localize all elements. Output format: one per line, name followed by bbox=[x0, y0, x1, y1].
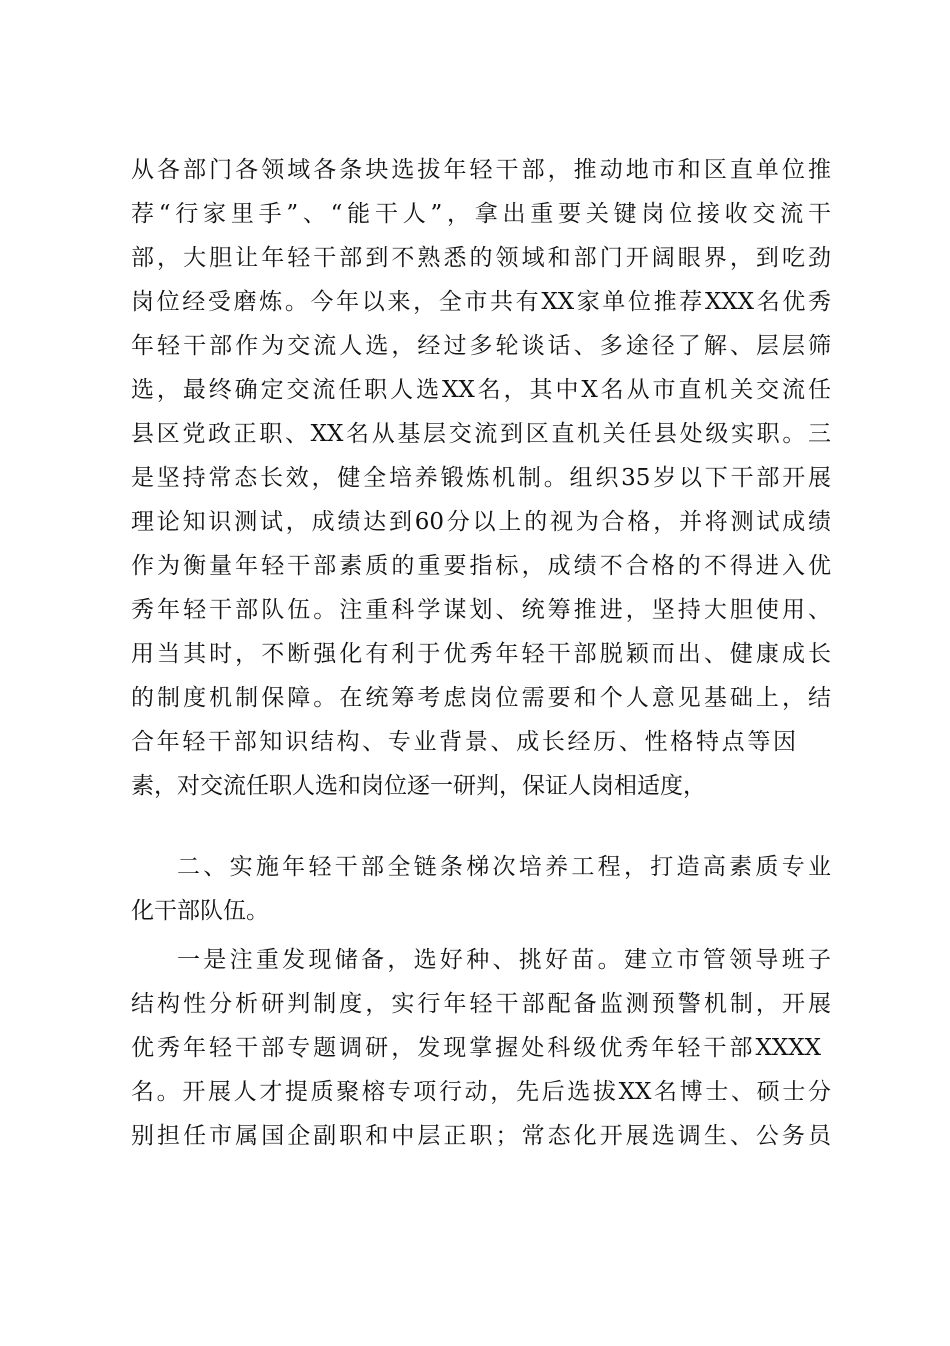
text-line: 年轻干部作为交流人选，经过多轮谈话、多途径了解、层层筛 bbox=[131, 333, 831, 359]
text-line: 理论知识测试，成绩达到60分以上的视为合格，并将测试成绩 bbox=[131, 509, 831, 535]
text-line: 是坚持常态长效，健全培养锻炼机制。组织35岁以下干部开展 bbox=[131, 465, 831, 491]
text-line: 素，对交流任职人选和岗位逐一研判，保证人岗相适度， bbox=[131, 773, 706, 799]
text-line: 作为衡量年轻干部素质的重要指标，成绩不合格的不得进入优 bbox=[131, 553, 831, 579]
section-heading-line: 化干部队伍。 bbox=[131, 898, 269, 924]
text-line: 部，大胆让年轻干部到不熟悉的领域和部门开阔眼界，到吃劲 bbox=[131, 245, 831, 271]
text-line: 秀年轻干部队伍。注重科学谋划、统筹推进，坚持大胆使用、 bbox=[131, 597, 831, 623]
text-line: 名。开展人才提质聚榕专项行动，先后选拔XX名博士、硕士分 bbox=[131, 1079, 831, 1105]
text-line: 合年轻干部知识结构、专业背景、成长经历、性格特点等因 bbox=[131, 729, 796, 755]
text-line: 县区党政正职、XX名从基层交流到区直机关任县处级实职。三 bbox=[131, 421, 831, 447]
text-line: 用当其时，不断强化有利于优秀年轻干部脱颖而出、健康成长 bbox=[131, 641, 831, 667]
text-line: 别担任市属国企副职和中层正职；常态化开展选调生、公务员 bbox=[131, 1123, 831, 1149]
text-line: 优秀年轻干部专题调研，发现掌握处科级优秀年轻干部XXXX bbox=[131, 1035, 821, 1061]
text-line: 的制度机制保障。在统筹考虑岗位需要和个人意见基础上，结 bbox=[131, 685, 831, 711]
text-line: 一是注重发现储备，选好种、挑好苗。建立市管领导班子 bbox=[177, 947, 831, 973]
text-line: 从各部门各领域各条块选拔年轻干部，推动地市和区直单位推 bbox=[131, 157, 831, 183]
text-line: 结构性分析研判制度，实行年轻干部配备监测预警机制，开展 bbox=[131, 991, 831, 1017]
text-line: 选，最终确定交流任职人选XX名，其中X名从市直机关交流任 bbox=[131, 377, 831, 403]
text-line: 荐“行家里手”、“能干人”，拿出重要关键岗位接收交流干 bbox=[131, 201, 831, 227]
text-line: 岗位经受磨炼。今年以来，全市共有XX家单位推荐XXX名优秀 bbox=[131, 289, 831, 315]
section-heading-line: 二、实施年轻干部全链条梯次培养工程，打造高素质专业 bbox=[177, 854, 831, 880]
